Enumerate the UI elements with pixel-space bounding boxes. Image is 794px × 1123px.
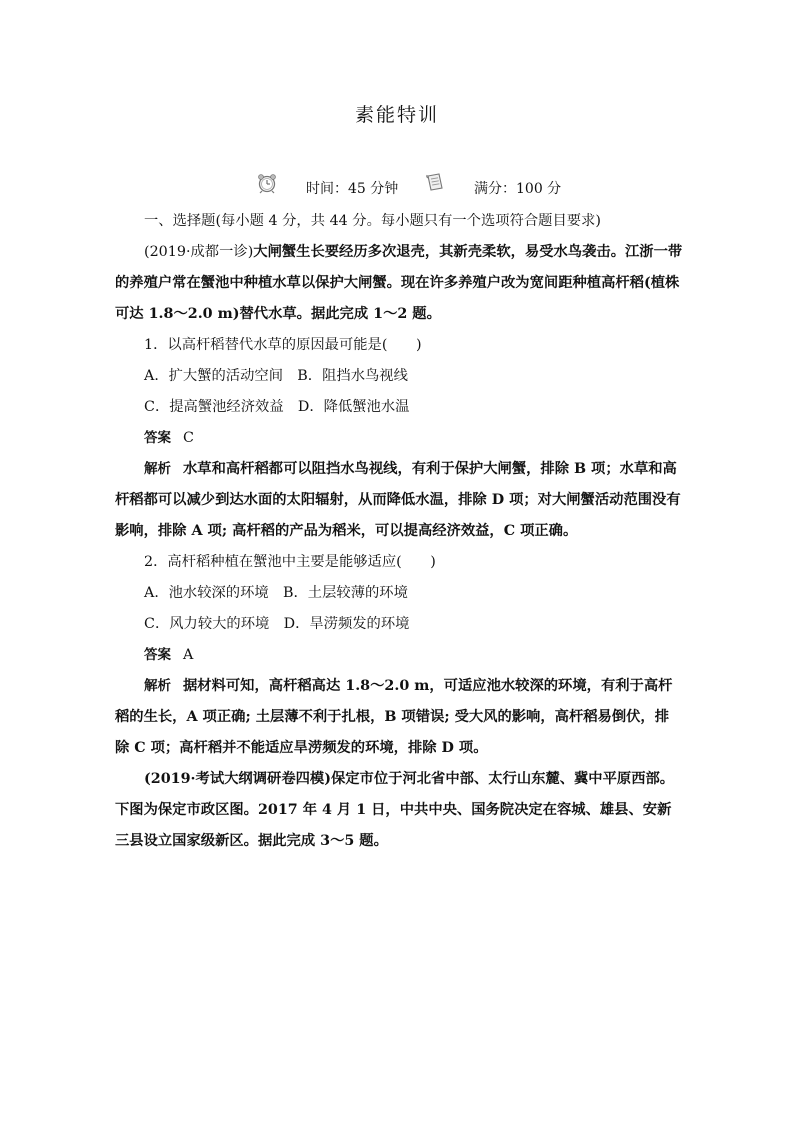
section-heading: 一、选择题(每小题 4 分，共 44 分。每小题只有一个选项符合题目要求): [144, 213, 601, 229]
answer-label: 答案: [144, 647, 171, 663]
analysis-label: 解析: [144, 461, 171, 477]
answer-value: A: [183, 647, 194, 663]
page-title: 素能特训: [354, 104, 439, 126]
material-2: (2019·考试大纲调研卷四模)保定市位于河北省中部、太行山东麓、冀中平原西部。下图为保定市政区图。2017 年 4 月 1 日，中共中央、国务院决定在容城、雄县、安新三县设立国家级新区。据此完成 3～5 题。: [115, 771, 675, 849]
question-1-options-cd: C．提高蟹池经济效益 D．降低蟹池水温: [144, 399, 410, 415]
analysis-text: 据材料可知，高杆稻高达 1.8～2.0 m，可适应池水较深的环境，有利于高杆稻的生长，A 项正确; 土层薄不利于扎根，B 项错误; 受大风的影响，高杆稻易倒伏，排除 C 项；高杆稻并不能适应旱涝频发的环境，排除 D 项。: [115, 678, 673, 756]
exam-score: 满分：100 分: [474, 181, 562, 197]
analysis-text: 水草和高杆稻都可以阻挡水鸟视线，有利于保护大闸蟹，排除 B 项；水草和高杆稻都可以减少到达水面的太阳辐射，从而降低水温，排除 D 项；对大闸蟹活动范围没有影响，排除 A 项; 高杆稻的产品为稻米，可以提高经济效益，C 项正确。: [115, 461, 681, 539]
question-1-stem: 1．以高杆稻替代水草的原因最可能是( ): [144, 337, 422, 353]
alarm-clock-icon: [256, 172, 278, 198]
answer-value: C: [183, 430, 194, 446]
question-2-options-cd: C．风力较大的环境 D．旱涝频发的环境: [144, 616, 410, 632]
material-1-source: (2019·成都一诊): [144, 244, 254, 260]
analysis-label: 解析: [144, 678, 171, 694]
question-1-answer: [115, 423, 683, 454]
material-1-text: 大闸蟹生长要经历多次退壳，其新壳柔软，易受水鸟袭击。江浙一带的养殖户常在蟹池中种植水草以保护大闸蟹。现在许多养殖户改为宽间距种植高杆稻(植株可达 1.8～2.0 m)替代水草。据此完成 1～2 题。: [115, 244, 683, 322]
question-2-stem: 2．高杆稻种植在蟹池中主要是能够适应( ): [144, 554, 436, 570]
question-2-analysis: [115, 671, 683, 764]
question-1-options-ab: A．扩大蟹的活动空间 B．阻挡水鸟视线: [144, 368, 408, 384]
exam-time: 时间：45 分钟: [306, 181, 399, 197]
answer-label: 答案: [144, 430, 171, 446]
question-content: [115, 206, 683, 857]
question-1-analysis: [115, 454, 683, 547]
exam-meta: [0, 174, 794, 200]
question-2-options-ab: A．池水较深的环境 B．土层较薄的环境: [144, 585, 408, 601]
material-1: [115, 237, 683, 330]
paper-scroll-icon: [424, 171, 446, 197]
question-2-answer: [115, 640, 683, 671]
